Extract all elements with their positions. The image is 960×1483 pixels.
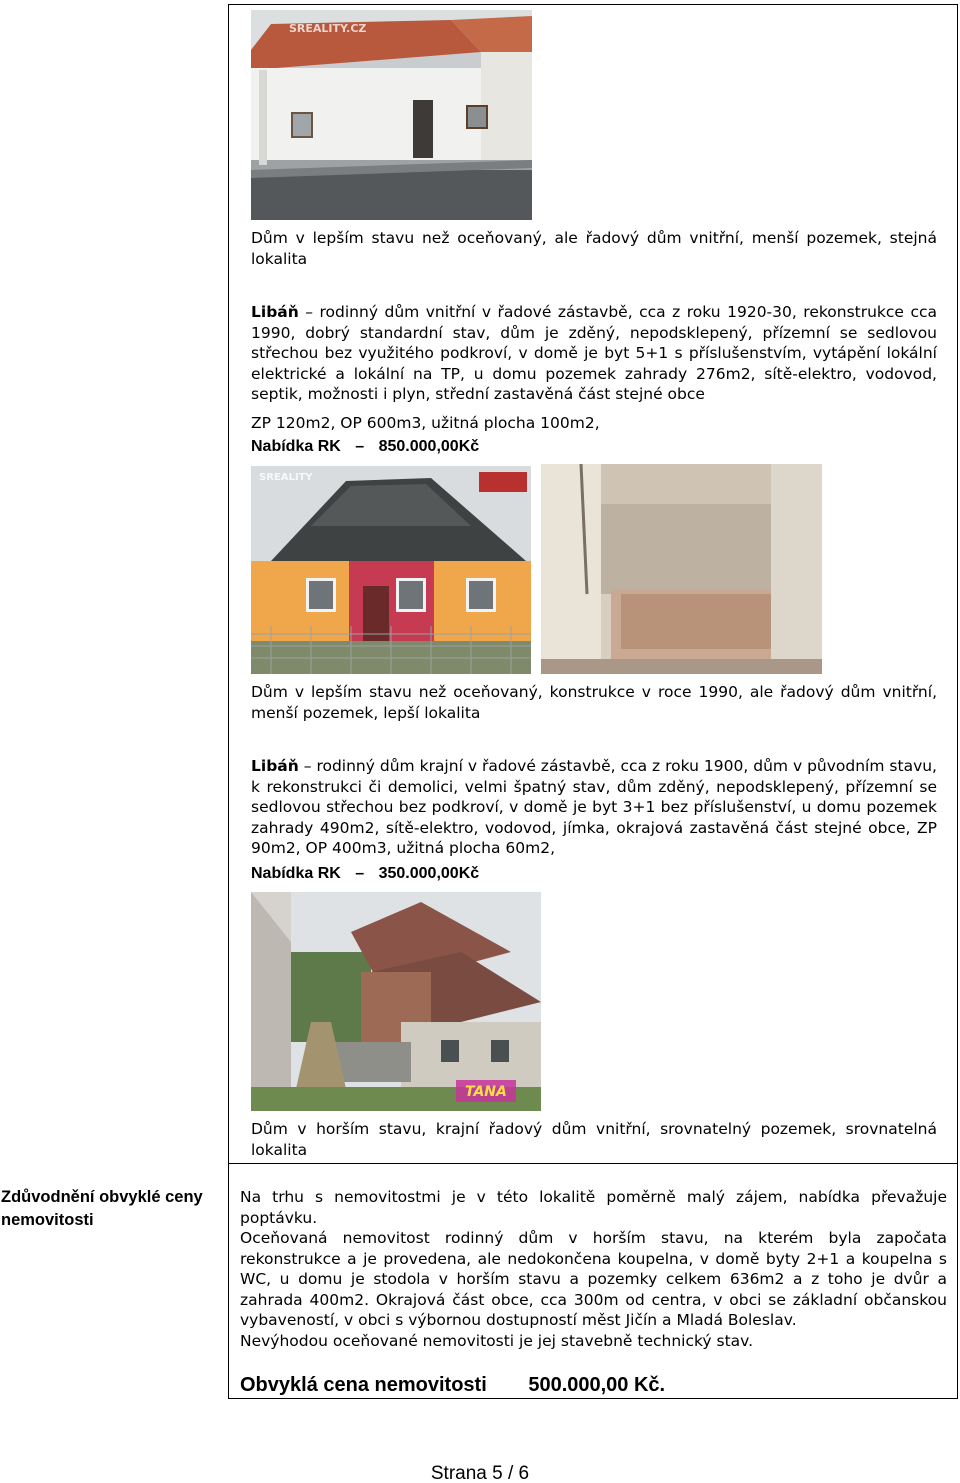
listing1-place: Libáň: [251, 303, 299, 321]
justification-para1: Na trhu s nemovitostmi je v této lokalitě poměrně malý zájem, nabídka převažuje poptávku.: [240, 1188, 947, 1227]
listing2-place: Libáň: [251, 757, 299, 775]
listing2-watermark: SREALITY: [259, 472, 313, 483]
listing1-description: [251, 302, 937, 405]
usual-price-label: Obvyklá cena nemovitosti: [240, 1374, 487, 1396]
listing3-watermark: TANA: [465, 1084, 507, 1100]
justification-para3: Nevýhodou oceňované nemovitosti je jej stavebně technický stav.: [240, 1332, 754, 1350]
listing1-offer-label: Nabídka RK: [251, 438, 341, 455]
usual-price-row: [240, 1374, 665, 1397]
page-number: Strana 5 / 6: [430, 1463, 530, 1483]
listing3-comparison: Dům v horším stavu, krajní řadový dům vnitřní, srovnatelný pozemek, srovnatelná lokalita: [251, 1120, 937, 1159]
listing1-comparison: Dům v lepším stavu než oceňovaný, ale řadový dům vnitřní, menší pozemek, stejná lokalita: [251, 229, 937, 268]
listing1-offer: [251, 438, 479, 456]
listing1-photo: [251, 10, 532, 220]
listing2-offer: [251, 865, 479, 883]
listing1-watermark: SREALITY.CZ: [289, 22, 367, 35]
listing3-photo: [251, 892, 541, 1111]
listing2-description: [251, 756, 937, 859]
usual-price-value: 500.000,00 Kč.: [528, 1374, 666, 1396]
listing1-areas: ZP 120m2, OP 600m3, užitná plocha 100m2,: [251, 414, 600, 432]
listing2-house-photo: [251, 466, 531, 674]
justification-heading: Zdůvodnění obvyklé ceny nemovitosti: [1, 1188, 203, 1229]
listing2-offer-label: Nabídka RK: [251, 865, 341, 882]
listing1-offer-price: 850.000,00Kč: [378, 438, 480, 455]
listing2-offer-dash: –: [355, 865, 365, 882]
listing1-description-text: – rodinný dům vnitřní v řadové zástavbě, cca z roku 1920-30, rekonstrukce cca 1990, dobrý standardní stav, dům je zděný, nepodsklepený, přízemní se sedlovou střechou bez využitého podkroví, v domě je byt 5+1 s příslušenstvím, vytápění lokální elektrické a lokální na TP, u domu pozemek zahrady 276m2, sítě-elektro, vodovod, septik, možnosti i plyn, střední zastavěná část stejné obce: [251, 303, 937, 403]
justification-para2: Oceňovaná nemovitost rodinný dům v horším stavu, na kterém byla započata rekonstrukce a je provedena, ale nedokončena koupelna, v domě byty 2+1 a koupelna s WC, u domu je stodola v horším stavu a pozemky celkem 636m2 a z toho je dvůr a zahrada 400m2. Okrajová část obce, cca 300m od centra, v obci se základní občanskou vybaveností, v obci s výbornou dostupností měst Jičín a Mladá Boleslav.: [240, 1229, 947, 1329]
listing2-offer-price: 350.000,00Kč: [378, 865, 480, 882]
listing1-offer-dash: –: [355, 438, 365, 455]
listing2-bathroom-photo: [541, 464, 822, 674]
listing2-description-text: – rodinný dům krajní v řadové zástavbě, cca z roku 1900, dům v původním stavu, k rekonstrukci či demolici, velmi špatný stav, dům zděný, nepodsklepený, přízemní se sedlovou střechou bez podkroví, v domě je byt 3+1 bez příslušenství, u domu pozemek zahrady 490m2, sítě-elektro, vodovod, jímka, okrajová zastavěná část stejné obce, ZP 90m2, OP 400m3, užitná plocha 60m2,: [251, 757, 937, 857]
listing2-comparison: Dům v lepším stavu než oceňovaný, konstrukce v roce 1990, ale řadový dům vnitřní, menší pozemek, lepší lokalita: [251, 683, 937, 722]
